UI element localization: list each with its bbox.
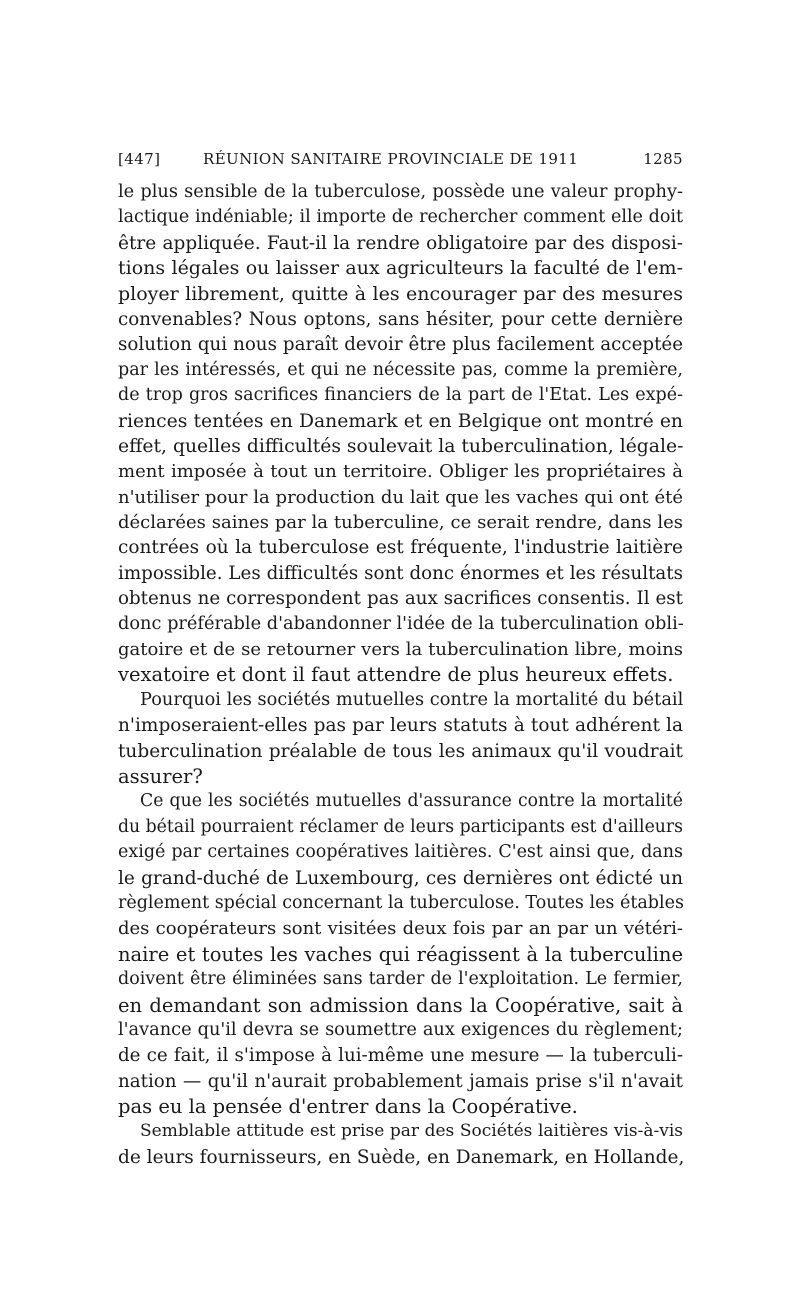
text-line: le plus sensible de la tuberculose, possède une valeur prophy- xyxy=(118,182,683,202)
text-line: impossible. Les difficultés sont donc énormes et les résultats xyxy=(118,562,683,584)
text-line: lactique indéniable; il importe de rechercher comment elle doit xyxy=(118,207,683,228)
text-line: en demandant son admission dans la Coopérative, sait à xyxy=(118,993,683,1017)
running-header xyxy=(118,150,683,176)
text-line: être appliquée. Faut-il la rendre obligatoire par des disposi- xyxy=(118,232,683,254)
text-line: Semblable attitude est prise par des Sociétés laitières vis-à-vis xyxy=(140,1121,683,1142)
text-line: solution qui nous paraît devoir être plus facilement acceptée xyxy=(118,334,683,356)
text-line: pas eu la pensée d'entrer dans la Coopérative. xyxy=(118,1095,578,1119)
text-line: vexatoire et dont il faut attendre de plus heureux effets. xyxy=(118,663,674,687)
running-title: RÉUNION SANITAIRE PROVINCIALE DE 1911 xyxy=(203,150,579,168)
paragraph xyxy=(118,1119,683,1170)
text-line: contrées où la tuberculose est fréquente, l'industrie laitière xyxy=(118,537,683,559)
text-line: n'imposeraient-elles pas par leurs statuts à tout adhérent la xyxy=(118,715,683,737)
text-line: du bétail pourraient réclamer de leurs participants est d'ailleurs xyxy=(118,816,683,837)
text-line: des coopérateurs sont visitées deux fois par an par un vétéri- xyxy=(118,918,683,940)
text-line: l'avance qu'il devra se soumettre aux exigences du règlement; xyxy=(118,1019,683,1040)
folio-left: [447] xyxy=(118,150,161,168)
text-line: riences tentées en Danemark et en Belgique ont montré en xyxy=(118,410,683,432)
body-text xyxy=(118,180,683,1170)
text-line: doivent être éliminées sans tarder de l'exploitation. Le fermier, xyxy=(118,969,683,990)
text-line: Ce que les sociétés mutuelles d'assurance contre la mortalité xyxy=(140,791,683,812)
text-line: gatoire et de se retourner vers la tuberculination libre, moins xyxy=(118,639,683,661)
text-line: par les intéressés, et qui ne nécessite pas, comme la première, xyxy=(118,359,683,380)
paragraph xyxy=(118,789,683,1119)
text-line: exigé par certaines coopératives laitières. C'est ainsi que, dans xyxy=(118,842,683,863)
text-line: nation — qu'il n'aurait probablement jamais prise s'il n'avait xyxy=(118,1070,683,1092)
text-line: de ce fait, il s'impose à lui-même une mesure — la tuberculi- xyxy=(118,1045,683,1067)
text-line: convenables? Nous optons, sans hésiter, pour cette dernière xyxy=(118,308,683,330)
text-line: de trop gros sacrifices financiers de la part de l'Etat. Les expé- xyxy=(118,385,683,406)
text-line: le grand-duché de Luxembourg, ces dernières ont édicté un xyxy=(118,867,683,889)
text-line: ployer librement, quitte à les encourager par des mesures xyxy=(118,282,683,305)
text-line: obtenus ne correspondent pas aux sacrifices consentis. Il est xyxy=(118,588,683,610)
text-line: donc préférable d'abandonner l'idée de la tuberculination obli- xyxy=(118,613,684,634)
paragraph xyxy=(118,688,683,790)
paragraph xyxy=(118,180,683,688)
text-line: assurer? xyxy=(118,764,203,788)
text-line: effet, quelles difficultés soulevait la tuberculination, légale- xyxy=(118,435,684,457)
text-line: n'utiliser pour la production du lait que les vaches qui ont été xyxy=(118,486,683,508)
text-line: tions légales ou laisser aux agriculteurs la faculté de l'em- xyxy=(118,257,683,280)
text-line: règlement spécial concernant la tuberculose. Toutes les étables xyxy=(118,892,684,913)
text-line: tuberculination préalable de tous les animaux qu'il voudrait xyxy=(118,740,683,762)
text-line: naire et toutes les vaches qui réagissent à la tuberculine xyxy=(118,942,683,966)
page-number: 1285 xyxy=(643,150,683,168)
text-line: ment imposée à tout un territoire. Obliger les propriétaires à xyxy=(118,461,683,483)
text-line: de leurs fournisseurs, en Suède, en Danemark, en Hollande, xyxy=(118,1146,685,1168)
text-line: déclarées saines par la tuberculine, ce serait rendre, dans les xyxy=(118,512,683,534)
text-line: Pourquoi les sociétés mutuelles contre la mortalité du bétail xyxy=(140,689,684,710)
